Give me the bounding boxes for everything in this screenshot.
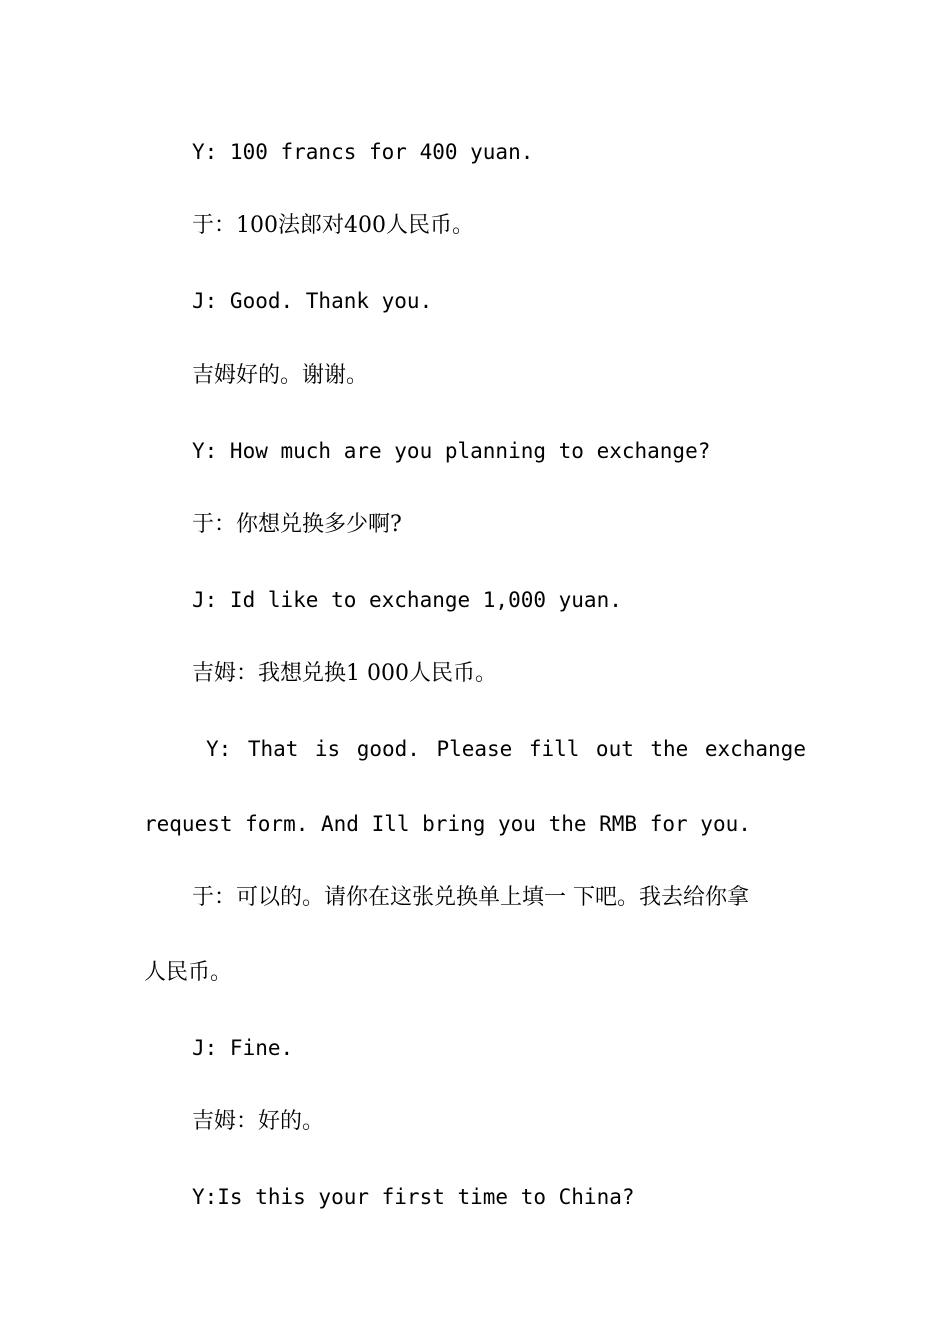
dialogue-line-en: Y:Is this your first time to China? — [192, 1185, 635, 1209]
word: fill — [528, 737, 580, 761]
dialogue-line-en: Y: How much are you planning to exchange? — [192, 439, 711, 463]
dialogue-line-cn: 吉姆：好的。 — [192, 1109, 325, 1134]
dialogue-line-cn: 吉姆好的。谢谢。 — [192, 363, 369, 388]
dialogue-line-cn: 于：可以的。请你在这张兑换单上填一 下吧。我去给你拿 — [192, 885, 749, 910]
word: Y: — [206, 737, 232, 761]
dialogue-line-en: Y: 100 francs for 400 yuan. — [192, 140, 534, 164]
word: That — [247, 737, 299, 761]
dialogue-line-cn-continued: 人民币。 — [144, 960, 233, 985]
dialogue-line-en: J: Good. Thank you. — [192, 289, 433, 313]
dialogue-line-en: J: Id like to exchange 1,000 yuan. — [192, 588, 622, 612]
word: the — [650, 737, 689, 761]
dialogue-line-cn: 于：你想兑换多少啊? — [192, 512, 402, 537]
word: is — [314, 737, 341, 761]
word: out — [595, 737, 634, 761]
word: Please — [436, 737, 513, 761]
dialogue-line-en: J: Fine. — [192, 1036, 294, 1060]
word: good. — [356, 737, 420, 761]
dialogue-line-en-justified — [206, 734, 806, 764]
dialogue-line-en-continued: request form. And Ill bring you the RMB for you. — [144, 812, 751, 836]
dialogue-line-cn: 吉姆：我想兑换1 000人民币。 — [192, 661, 497, 686]
word: exchange — [704, 737, 806, 761]
dialogue-line-cn: 于：100法郎对400人民币。 — [192, 213, 474, 238]
